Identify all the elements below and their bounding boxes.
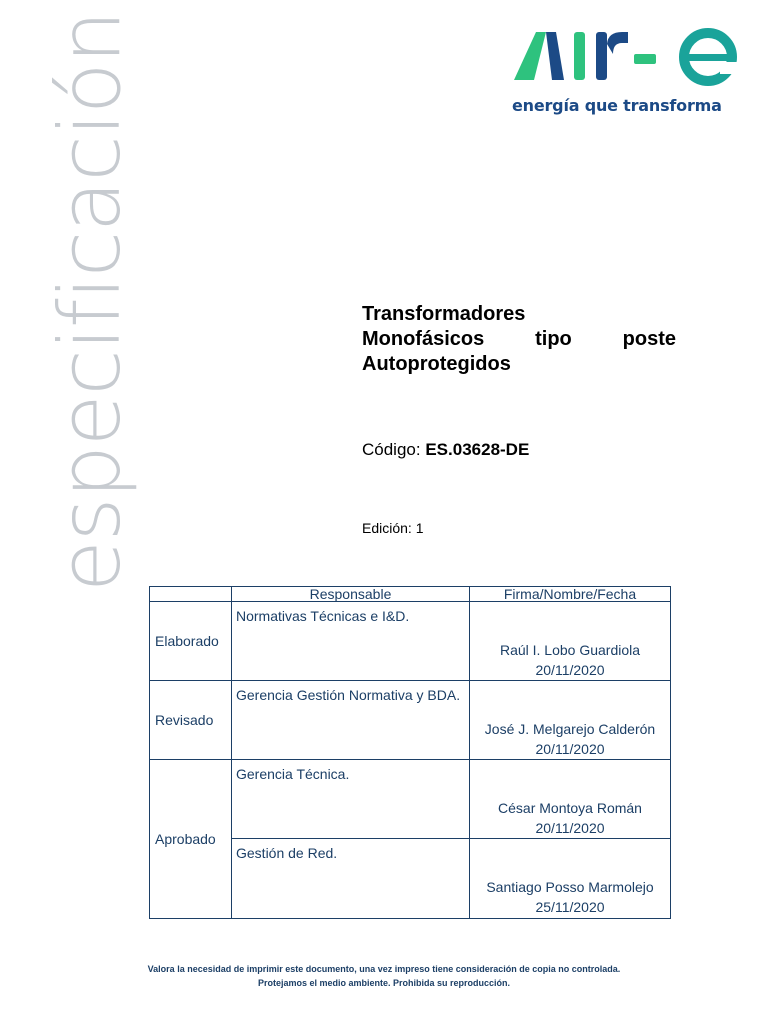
title-line-3: Autoprotegidos bbox=[362, 353, 511, 375]
sign-date: 20/11/2020 bbox=[535, 741, 605, 757]
title-line-1: Transformadores bbox=[362, 303, 526, 325]
logo-tagline: energía que transforma bbox=[512, 96, 722, 115]
table-row bbox=[150, 760, 671, 839]
document-edition: Edición: 1 bbox=[362, 520, 424, 536]
title-line-2 bbox=[362, 327, 676, 352]
signer-name: José J. Melgarejo Calderón bbox=[484, 721, 656, 737]
signature-cell bbox=[470, 681, 671, 760]
responsible-cell: Normativas Técnicas e I&D. bbox=[232, 602, 470, 681]
signer-name: Santiago Posso Marmolejo bbox=[486, 879, 654, 895]
document-title bbox=[362, 302, 676, 377]
footer-line-2: Protejamos el medio ambiente. Prohibida su reproducción. bbox=[257, 978, 511, 988]
role-cell: Elaborado bbox=[150, 602, 232, 681]
table-header: Firma/Nombre/Fecha bbox=[470, 587, 671, 602]
sign-date: 25/11/2020 bbox=[535, 899, 605, 915]
code-label: Código: bbox=[362, 440, 421, 459]
responsible-cell: Gestión de Red. bbox=[232, 839, 470, 919]
table-header: Responsable bbox=[232, 587, 470, 602]
sign-date: 20/11/2020 bbox=[535, 662, 605, 678]
approval-table bbox=[149, 586, 671, 919]
responsible-cell: Gerencia Gestión Normativa y BDA. bbox=[232, 681, 470, 760]
table-header bbox=[150, 587, 232, 602]
signer-name: César Montoya Román bbox=[498, 800, 642, 816]
role-cell: Aprobado bbox=[150, 760, 232, 919]
signature-cell bbox=[470, 839, 671, 919]
signature-cell bbox=[470, 760, 671, 839]
responsible-cell: Gerencia Técnica. bbox=[232, 760, 470, 839]
title-word: poste bbox=[622, 328, 676, 350]
table-header-row bbox=[150, 587, 671, 602]
title-word: Monofásicos bbox=[362, 328, 485, 350]
document-code bbox=[362, 440, 529, 460]
footer-line-1: Valora la necesidad de imprimir este documento, una vez impreso tiene consideración de copia no controlada. bbox=[147, 964, 621, 974]
table-row bbox=[150, 602, 671, 681]
side-watermark-word: especificación bbox=[41, 11, 139, 592]
title-word: tipo bbox=[535, 328, 572, 350]
role-cell: Revisado bbox=[150, 681, 232, 760]
footer-notice bbox=[0, 962, 768, 990]
signature-cell bbox=[470, 602, 671, 681]
sign-date: 20/11/2020 bbox=[535, 820, 605, 836]
signer-name: Raúl I. Lobo Guardiola bbox=[499, 642, 641, 658]
code-value: ES.03628-DE bbox=[425, 440, 530, 459]
table-row bbox=[150, 681, 671, 760]
